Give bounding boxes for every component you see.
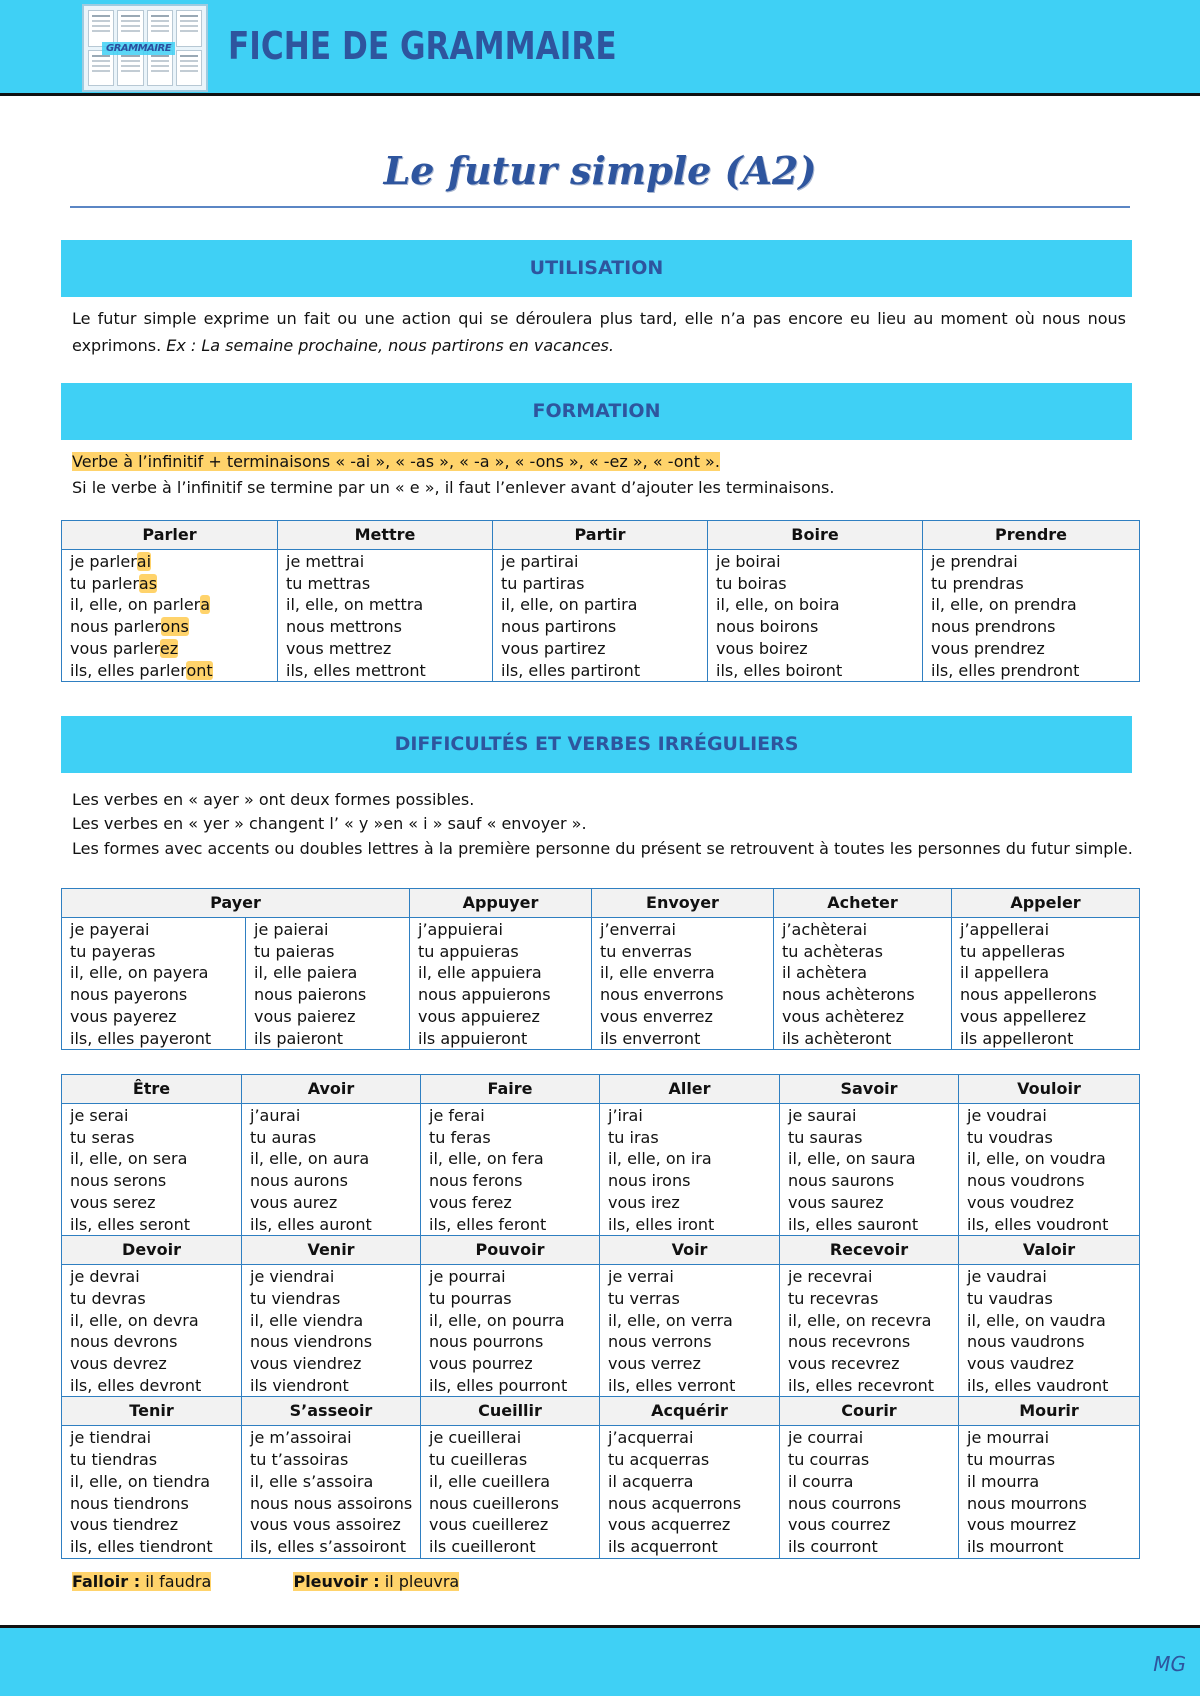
table-header: Parler [62, 521, 278, 550]
formation-rule: Verbe à l’infinitif + terminaisons « -ai », « -as », « -a », « -ons », « -ez », « -ont ». [72, 452, 720, 471]
conjugation-line: tu seras [70, 1127, 135, 1147]
conjugation-line: tu enverras [600, 941, 692, 961]
conjugation-line: il, elle, on fera [429, 1149, 544, 1169]
conjugation-line: il, elle, on recevra [788, 1310, 932, 1330]
conjugation-line: vous prendrez [931, 638, 1045, 658]
conjugation-line: je mettrai [286, 552, 365, 571]
difficulties-verbs-table [61, 888, 1140, 1050]
conjugation-line: il, elle, on boira [716, 595, 840, 615]
conjugation-line: il, elle, on voudra [967, 1149, 1106, 1169]
formation-note: Si le verbe à l’infinitif se termine par un « e », il faut l’enlever avant d’ajouter les terminaisons. [72, 478, 835, 497]
conjugation-cell [421, 1104, 600, 1236]
conjugation-line: je viendrai [250, 1267, 335, 1287]
conjugation-line: il, elle cueillera [429, 1471, 551, 1491]
conjugation-line: nous achèterons [782, 985, 915, 1005]
conjugation-cell [600, 1426, 780, 1558]
conjugation-line: il, elle, on ira [608, 1149, 712, 1169]
table-header: Mettre [278, 521, 493, 550]
conjugation-line: ils, elles boiront [716, 660, 843, 680]
conjugation-line: ils, elles parleront [70, 660, 213, 680]
conjugation-line: je m’assoirai [250, 1428, 352, 1448]
conjugation-line: nous acquerrons [608, 1493, 742, 1513]
table-header: Appeler [952, 889, 1140, 918]
conjugation-line: nous paierons [254, 985, 367, 1005]
conjugation-line: tu t’assoiras [250, 1450, 349, 1470]
conjugation-line: tu paieras [254, 941, 335, 961]
conjugation-line: il, elle, on tiendra [70, 1471, 211, 1491]
conjugation-line: ils, elles voudront [967, 1214, 1109, 1234]
conjugation-cell [62, 1104, 242, 1236]
page-title: Le futur simple (A2) [383, 148, 817, 193]
conjugation-line: j’appuierai [418, 920, 503, 939]
conjugation-line: il, elle, on partira [501, 595, 638, 615]
conjugation-line: vous irez [608, 1192, 680, 1212]
conjugation-line: tu appuieras [418, 941, 519, 961]
table-row [62, 1426, 1140, 1558]
conjugation-line: nous boirons [716, 617, 819, 637]
conjugation-cell [246, 918, 410, 1050]
conjugation-line: je courrai [788, 1428, 864, 1448]
table-header: Acheter [774, 889, 952, 918]
conjugation-cell [62, 918, 246, 1050]
conjugation-line: ils mourront [967, 1536, 1064, 1556]
conjugation-line: tu achèteras [782, 941, 883, 961]
conjugation-line: ils, elles feront [429, 1214, 547, 1234]
conjugation-line: tu auras [250, 1127, 317, 1147]
title-divider [70, 206, 1130, 208]
table-header: Mourir [959, 1397, 1140, 1426]
conjugation-line: il, elle, on pourra [429, 1310, 565, 1330]
conjugation-line: vous tiendrez [70, 1515, 179, 1535]
conjugation-cell [62, 1426, 242, 1558]
page-footer [0, 1625, 1200, 1696]
conjugation-line: tu parleras [70, 573, 158, 593]
table-header-row [62, 1075, 1140, 1104]
conjugation-line: tu appelleras [960, 941, 1065, 961]
conjugation-line: ils, elles iront [608, 1214, 715, 1234]
conjugation-line: vous mettrez [286, 638, 392, 658]
conjugation-cell [774, 918, 952, 1050]
conjugation-line: ils appelleront [960, 1028, 1074, 1048]
conjugation-line: tu viendras [250, 1288, 341, 1308]
conjugation-line: vous viendrez [250, 1354, 362, 1374]
conjugation-line: nous parlerons [70, 617, 189, 637]
table-header-row [62, 889, 1140, 918]
conjugation-line: vous voudrez [967, 1192, 1074, 1212]
table-row [62, 1104, 1140, 1236]
conjugation-line: ils, elles devront [70, 1375, 202, 1395]
table-header: Aller [600, 1075, 780, 1104]
conjugation-line: je tiendrai [70, 1428, 152, 1448]
conjugation-line: nous cueillerons [429, 1493, 559, 1513]
table-header: Savoir [780, 1075, 959, 1104]
page-header [0, 0, 1200, 96]
conjugation-line: ils, elles seront [70, 1214, 191, 1234]
conjugation-line: vous recevrez [788, 1354, 900, 1374]
conjugation-line: tu partiras [501, 573, 585, 593]
conjugation-line: j’acquerrai [608, 1428, 694, 1448]
conjugation-line: vous paierez [254, 1006, 356, 1026]
conjugation-line: ils, elles payeront [70, 1028, 212, 1048]
table-row [62, 550, 1140, 682]
conjugation-line: je vaudrai [967, 1267, 1047, 1287]
conjugation-cell [952, 918, 1140, 1050]
conjugation-line: j’achèterai [782, 920, 868, 939]
table-header: Appuyer [410, 889, 592, 918]
table-header: Être [62, 1075, 242, 1104]
conjugation-line: ils, elles vaudront [967, 1375, 1109, 1395]
conjugation-line: tu boiras [716, 573, 787, 593]
conjugation-line: il, elle, on payera [70, 963, 209, 983]
conjugation-line: ils achèteront [782, 1028, 892, 1048]
conjugation-line: ils paieront [254, 1028, 343, 1048]
conjugation-line: vous mourrez [967, 1515, 1077, 1535]
mettre-cell [278, 550, 493, 682]
utilisation-text: Le futur simple exprime un fait ou une action qui se déroulera plus tard, elle n’a pas encore eu lieu au moment où nous nous exprimons. [72, 309, 1126, 355]
conjugation-line: tu sauras [788, 1127, 863, 1147]
conjugation-line: tu acquerras [608, 1450, 710, 1470]
conjugation-line: il, elle, on aura [250, 1149, 370, 1169]
partir-cell [493, 550, 708, 682]
conjugation-line: je serai [70, 1106, 129, 1125]
conjugation-line: tu cueilleras [429, 1450, 528, 1470]
conjugation-line: j’irai [608, 1106, 643, 1125]
conjugation-cell [959, 1265, 1140, 1397]
conjugation-line: ils, elles partiront [501, 660, 641, 680]
conjugation-line: nous ferons [429, 1171, 523, 1191]
conjugation-line: tu payeras [70, 941, 156, 961]
conjugation-cell [62, 1265, 242, 1397]
formation-rule-line [72, 450, 720, 474]
logo-text: GRAMMAIRE [102, 42, 175, 55]
conjugation-line: je pourrai [429, 1267, 506, 1287]
conjugation-line: vous parlerez [70, 638, 179, 658]
conjugation-line: tu mourras [967, 1450, 1056, 1470]
conjugation-line: je boirai [716, 552, 781, 571]
table-header: Acquérir [600, 1397, 780, 1426]
ending-highlight: ont [186, 660, 213, 680]
conjugation-line: nous irons [608, 1171, 691, 1191]
conjugation-line: je parlerai [70, 552, 152, 571]
table-header: Cueillir [421, 1397, 600, 1426]
conjugation-line: vous achèterez [782, 1006, 904, 1026]
table-row [62, 1265, 1140, 1397]
conjugation-line: ils enverront [600, 1028, 701, 1048]
falloir-item: Falloir : il faudra [72, 1572, 212, 1591]
section-formation-heading: FORMATION [61, 383, 1132, 440]
conjugation-cell [959, 1426, 1140, 1558]
conjugation-line: il, elle appuiera [418, 963, 542, 983]
conjugation-line: tu recevras [788, 1288, 879, 1308]
conjugation-line: je verrai [608, 1267, 674, 1287]
conjugation-line: vous serez [70, 1192, 156, 1212]
conjugation-line: il achètera [782, 963, 868, 983]
table-header: Faire [421, 1075, 600, 1104]
conjugation-line: il, elle, on sera [70, 1149, 188, 1169]
conjugation-line: tu feras [429, 1127, 491, 1147]
table-header: Avoir [242, 1075, 421, 1104]
conjugation-line: il, elle, on vaudra [967, 1310, 1106, 1330]
conjugation-line: tu mettras [286, 573, 371, 593]
conjugation-cell [242, 1426, 421, 1558]
conjugation-line: nous mourrons [967, 1493, 1087, 1513]
table-header-row [62, 521, 1140, 550]
table-header: Pouvoir [421, 1236, 600, 1265]
author-signature: MG [1153, 1652, 1186, 1676]
conjugation-line: ils, elles pourront [429, 1375, 568, 1395]
conjugation-cell [780, 1265, 959, 1397]
conjugation-line: vous pourrez [429, 1354, 533, 1374]
table-header: Prendre [923, 521, 1140, 550]
conjugation-line: je recevrai [788, 1267, 873, 1287]
conjugation-line: ils viendront [250, 1375, 349, 1395]
conjugation-line: nous pourrons [429, 1332, 544, 1352]
conjugation-line: nous saurons [788, 1171, 895, 1191]
conjugation-line: ils appuieront [418, 1028, 528, 1048]
conjugation-line: vous cueillerez [429, 1515, 549, 1535]
conjugation-line: nous recevrons [788, 1332, 911, 1352]
conjugation-line: ils, elles mettront [286, 660, 426, 680]
grammar-logo [82, 4, 208, 92]
conjugation-line: il, elle enverra [600, 963, 715, 983]
conjugation-line: vous appellerez [960, 1006, 1086, 1026]
conjugation-line: je devrai [70, 1267, 140, 1287]
section-utilisation-heading: UTILISATION [61, 240, 1132, 297]
table-header: Boire [708, 521, 923, 550]
table-header: Partir [493, 521, 708, 550]
table-header: S’asseoir [242, 1397, 421, 1426]
conjugation-line: il, elle, on mettra [286, 595, 424, 615]
conjugation-line: tu iras [608, 1127, 659, 1147]
conjugation-line: nous appellerons [960, 985, 1097, 1005]
conjugation-line: nous serons [70, 1171, 167, 1191]
conjugation-line: je cueillerai [429, 1428, 522, 1448]
conjugation-line: ils acquerront [608, 1536, 718, 1556]
conjugation-line: vous verrez [608, 1354, 701, 1374]
ending-highlight: ons [160, 617, 189, 637]
conjugation-line: vous devrez [70, 1354, 167, 1374]
conjugation-line: nous aurons [250, 1171, 348, 1191]
table-header: Payer [62, 889, 410, 918]
conjugation-line: ils, elles verront [608, 1375, 736, 1395]
conjugation-line: il, elle, on saura [788, 1149, 916, 1169]
conjugation-line: je partirai [501, 552, 579, 571]
conjugation-line: vous aurez [250, 1192, 338, 1212]
boire-cell [708, 550, 923, 682]
header-title: FICHE DE GRAMMAIRE [228, 24, 617, 68]
regular-verbs-table [61, 520, 1140, 682]
conjugation-cell [780, 1104, 959, 1236]
conjugation-line: nous viendrons [250, 1332, 373, 1352]
conjugation-line: je mourrai [967, 1428, 1050, 1448]
conjugation-line: vous enverrez [600, 1006, 713, 1026]
conjugation-line: nous nous assoirons [250, 1493, 413, 1513]
pleuvoir-item: Pleuvoir : il pleuvra [293, 1572, 460, 1591]
table-header: Envoyer [592, 889, 774, 918]
conjugation-line: vous vous assoirez [250, 1515, 401, 1535]
conjugation-line: tu verras [608, 1288, 680, 1308]
conjugation-cell [959, 1104, 1140, 1236]
difficulty-line: Les verbes en « yer » changent l’ « y »en « i » sauf « envoyer ». [72, 814, 587, 833]
table-header: Valoir [959, 1236, 1140, 1265]
table-header: Courir [780, 1397, 959, 1426]
conjugation-line: vous partirez [501, 638, 606, 658]
conjugation-line: nous verrons [608, 1332, 712, 1352]
impersonal-verbs [72, 1572, 459, 1591]
table-header-row [62, 1397, 1140, 1426]
conjugation-line: il, elle, on devra [70, 1310, 199, 1330]
conjugation-line: nous payerons [70, 985, 188, 1005]
irregular-verbs-table [61, 1074, 1140, 1559]
conjugation-line: j’appellerai [960, 920, 1050, 939]
conjugation-line: vous saurez [788, 1192, 884, 1212]
conjugation-line: j’aurai [250, 1106, 301, 1125]
conjugation-line: ils, elles tiendront [70, 1536, 213, 1556]
conjugation-line: je payerai [70, 920, 150, 939]
conjugation-line: il, elle, on parlera [70, 595, 211, 615]
conjugation-line: il mourra [967, 1471, 1040, 1491]
conjugation-line: vous acquerrez [608, 1515, 731, 1535]
conjugation-line: tu vaudras [967, 1288, 1053, 1308]
parler-cell [62, 550, 278, 682]
conjugation-line: ils, elles prendront [931, 660, 1080, 680]
conjugation-line: nous vaudrons [967, 1332, 1085, 1352]
conjugation-line: nous enverrons [600, 985, 724, 1005]
conjugation-cell [410, 918, 592, 1050]
conjugation-line: il, elle paiera [254, 963, 358, 983]
conjugation-line: il courra [788, 1471, 854, 1491]
conjugation-line: il, elle, on prendra [931, 595, 1077, 615]
difficulty-line: Les verbes en « ayer » ont deux formes possibles. [72, 790, 475, 809]
conjugation-line: nous appuierons [418, 985, 551, 1005]
table-header: Recevoir [780, 1236, 959, 1265]
utilisation-paragraph [72, 305, 1126, 359]
conjugation-line: tu courras [788, 1450, 870, 1470]
conjugation-line: ils courront [788, 1536, 878, 1556]
table-header-row [62, 1236, 1140, 1265]
conjugation-cell [600, 1104, 780, 1236]
conjugation-line: ils, elles s’assoiront [250, 1536, 406, 1556]
ending-highlight: ai [136, 552, 152, 571]
conjugation-cell [421, 1426, 600, 1558]
difficulty-line: Les formes avec accents ou doubles lettres à la première personne du présent se retrouvent à toutes les personnes du futur simple. [72, 839, 1133, 858]
conjugation-line: vous courrez [788, 1515, 891, 1535]
conjugation-cell [242, 1104, 421, 1236]
conjugation-line: nous devrons [70, 1332, 178, 1352]
conjugation-line: tu devras [70, 1288, 146, 1308]
conjugation-line: vous payerez [70, 1006, 177, 1026]
conjugation-line: il, elle, on verra [608, 1310, 733, 1330]
conjugation-line: ils, elles auront [250, 1214, 372, 1234]
conjugation-line: il, elle s’assoira [250, 1471, 374, 1491]
conjugation-line: tu voudras [967, 1127, 1053, 1147]
prendre-cell [923, 550, 1140, 682]
conjugation-line: tu pourras [429, 1288, 512, 1308]
conjugation-line: vous boirez [716, 638, 808, 658]
table-header: Vouloir [959, 1075, 1140, 1104]
conjugation-line: il, elle viendra [250, 1310, 364, 1330]
conjugation-line: ils cueilleront [429, 1536, 536, 1556]
conjugation-line: il appellera [960, 963, 1050, 983]
conjugation-cell [592, 918, 774, 1050]
conjugation-line: je voudrai [967, 1106, 1047, 1125]
table-header: Devoir [62, 1236, 242, 1265]
conjugation-cell [600, 1265, 780, 1397]
conjugation-line: j’enverrai [600, 920, 676, 939]
conjugation-line: nous tiendrons [70, 1493, 189, 1513]
conjugation-line: je paierai [254, 920, 329, 939]
section-difficultes-heading: DIFFICULTÉS ET VERBES IRRÉGULIERS [61, 716, 1132, 773]
ending-highlight: a [200, 595, 211, 615]
conjugation-line: nous prendrons [931, 617, 1056, 637]
conjugation-line: ils, elles recevront [788, 1375, 935, 1395]
conjugation-line: tu prendras [931, 573, 1024, 593]
conjugation-line: vous appuierez [418, 1006, 540, 1026]
conjugation-line: nous voudrons [967, 1171, 1085, 1191]
table-header: Venir [242, 1236, 421, 1265]
utilisation-example: Ex : La semaine prochaine, nous partirons en vacances. [166, 336, 614, 355]
conjugation-line: il acquerra [608, 1471, 694, 1491]
table-header: Tenir [62, 1397, 242, 1426]
conjugation-line: je ferai [429, 1106, 485, 1125]
conjugation-cell [242, 1265, 421, 1397]
conjugation-line: nous mettrons [286, 617, 402, 637]
ending-highlight: as [138, 573, 158, 593]
conjugation-line: nous courrons [788, 1493, 902, 1513]
conjugation-line: vous ferez [429, 1192, 512, 1212]
conjugation-line: ils, elles sauront [788, 1214, 919, 1234]
ending-highlight: ez [159, 638, 179, 658]
conjugation-line: nous partirons [501, 617, 617, 637]
table-header: Voir [600, 1236, 780, 1265]
conjugation-line: je prendrai [931, 552, 1018, 571]
conjugation-line: tu tiendras [70, 1450, 158, 1470]
conjugation-cell [421, 1265, 600, 1397]
conjugation-line: je saurai [788, 1106, 857, 1125]
conjugation-cell [780, 1426, 959, 1558]
table-row [62, 918, 1140, 1050]
conjugation-line: vous vaudrez [967, 1354, 1074, 1374]
